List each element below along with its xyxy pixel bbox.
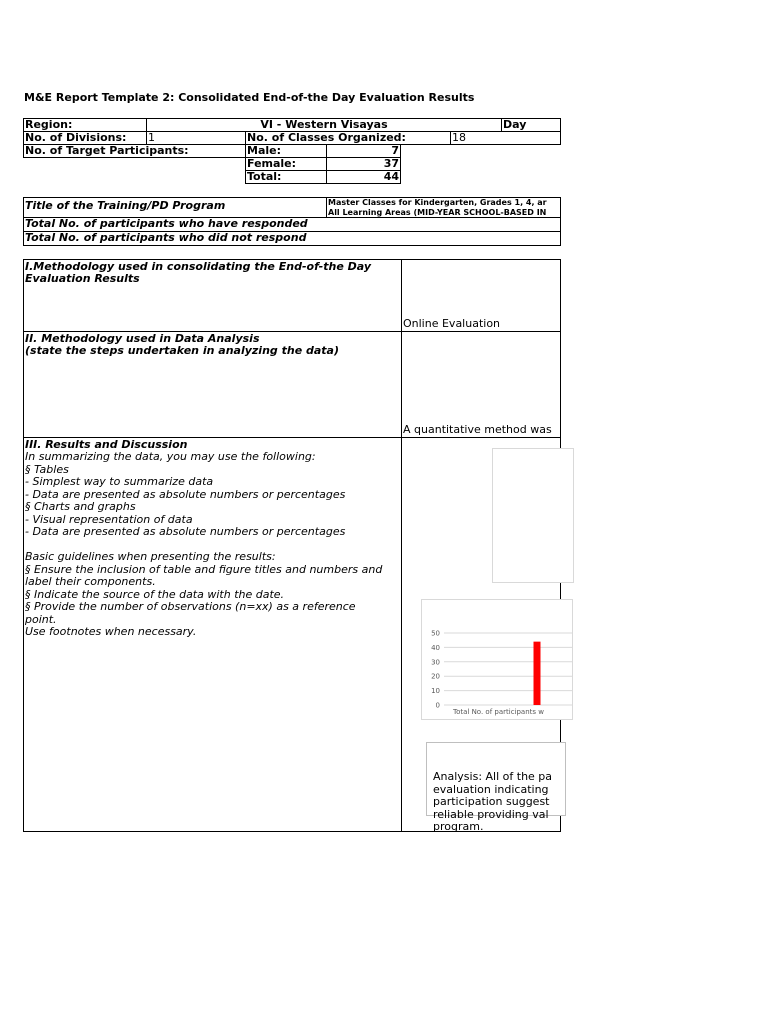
program-line-1: Master Classes for Kindergarten, Grades 1, 4, ar bbox=[328, 198, 547, 207]
info-row-border bbox=[400, 144, 561, 158]
analysis-line: evaluation indicating bbox=[433, 782, 549, 796]
section-2-label bbox=[23, 331, 402, 438]
classes-label: No. of Classes Organized: bbox=[245, 131, 451, 145]
divisions-value: 1 bbox=[146, 131, 246, 145]
guideline-line: - Visual representation of data bbox=[25, 512, 193, 526]
chart-placeholder bbox=[492, 448, 574, 583]
section-3-guidelines bbox=[25, 451, 400, 639]
section-1-label bbox=[23, 259, 402, 332]
target-participants-label: No. of Target Participants: bbox=[23, 144, 246, 158]
section-1-value-cell bbox=[401, 259, 561, 332]
responded-label: Total No. of participants who have responded bbox=[23, 217, 561, 232]
day-label: Day bbox=[501, 118, 561, 132]
training-program-name bbox=[326, 197, 561, 218]
section-1-line-1: I.Methodology used in consolidating the End-of-the Day bbox=[25, 260, 371, 273]
section-2-value: A quantitative method was bbox=[403, 423, 552, 436]
male-value: 7 bbox=[326, 144, 401, 158]
guideline-line: § Provide the number of observations (n=xx) as a reference bbox=[25, 600, 356, 613]
section-3-label-cell bbox=[23, 437, 402, 832]
bar bbox=[534, 642, 541, 705]
male-label: Male: bbox=[245, 144, 327, 158]
classes-value: 18 bbox=[450, 131, 561, 145]
section-2-line-1: II. Methodology used in Data Analysis bbox=[25, 332, 260, 345]
guideline-line: § Charts and graphs bbox=[25, 500, 136, 513]
y-tick-label: 20 bbox=[431, 672, 440, 681]
total-label: Total: bbox=[245, 170, 327, 184]
analysis-line: reliable providing val bbox=[433, 807, 549, 821]
analysis-line: program. bbox=[433, 820, 484, 833]
analysis-line: Analysis: All of the pa bbox=[433, 770, 553, 783]
analysis-line: participation suggest bbox=[433, 795, 550, 808]
section-2-line-2: (state the steps undertaken in analyzing the data) bbox=[25, 344, 339, 357]
section-3-heading: III. Results and Discussion bbox=[25, 438, 188, 451]
guideline-line: - Simplest way to summarize data bbox=[25, 475, 214, 488]
female-label: Female: bbox=[245, 157, 327, 171]
guideline-line: Basic guidelines when presenting the results: bbox=[25, 550, 276, 563]
y-tick-label: 10 bbox=[431, 687, 440, 696]
guideline-line: § Tables bbox=[25, 462, 69, 476]
participants-chart bbox=[421, 599, 573, 720]
guideline-line: § Indicate the source of the data with the date. bbox=[25, 587, 285, 601]
x-tick-label: Total No. of participants w bbox=[453, 708, 544, 716]
guideline-line: § Ensure the inclusion of table and figure titles and numbers and bbox=[25, 562, 383, 576]
program-line-2: All Learning Areas (MID-YEAR SCHOOL-BASED IN bbox=[328, 208, 547, 217]
not-responded-label: Total No. of participants who did not respond bbox=[23, 231, 561, 246]
region-label: Region: bbox=[23, 118, 147, 132]
section-1-line-2: Evaluation Results bbox=[25, 272, 140, 285]
region-value: VI - Western Visayas bbox=[146, 118, 502, 132]
guideline-line: Use footnotes when necessary. bbox=[25, 625, 197, 638]
y-tick-label: 0 bbox=[435, 701, 440, 710]
divisions-label: No. of Divisions: bbox=[23, 131, 147, 145]
guideline-line: label their components. bbox=[25, 575, 156, 588]
guideline-line: point. bbox=[25, 612, 57, 626]
training-title-label: Title of the Training/PD Program bbox=[23, 197, 327, 218]
guideline-line: In summarizing the data, you may use the following: bbox=[25, 450, 316, 463]
analysis-text bbox=[433, 771, 559, 834]
analysis-box bbox=[426, 742, 566, 833]
female-value: 37 bbox=[326, 157, 401, 171]
section-2-value-cell bbox=[401, 331, 561, 438]
y-tick-label: 40 bbox=[431, 643, 440, 652]
report-title: M&E Report Template 2: Consolidated End-of-the Day Evaluation Results bbox=[24, 91, 475, 104]
participants-bar-chart bbox=[422, 600, 572, 719]
section-1-value: Online Evaluation bbox=[403, 317, 501, 330]
y-tick-label: 30 bbox=[431, 658, 440, 667]
guideline-line: - Data are presented as absolute numbers or percentages bbox=[25, 525, 346, 538]
guideline-line: - Data are presented as absolute numbers or percentages bbox=[25, 487, 346, 501]
total-value: 44 bbox=[326, 170, 401, 184]
y-tick-label: 50 bbox=[431, 629, 440, 638]
